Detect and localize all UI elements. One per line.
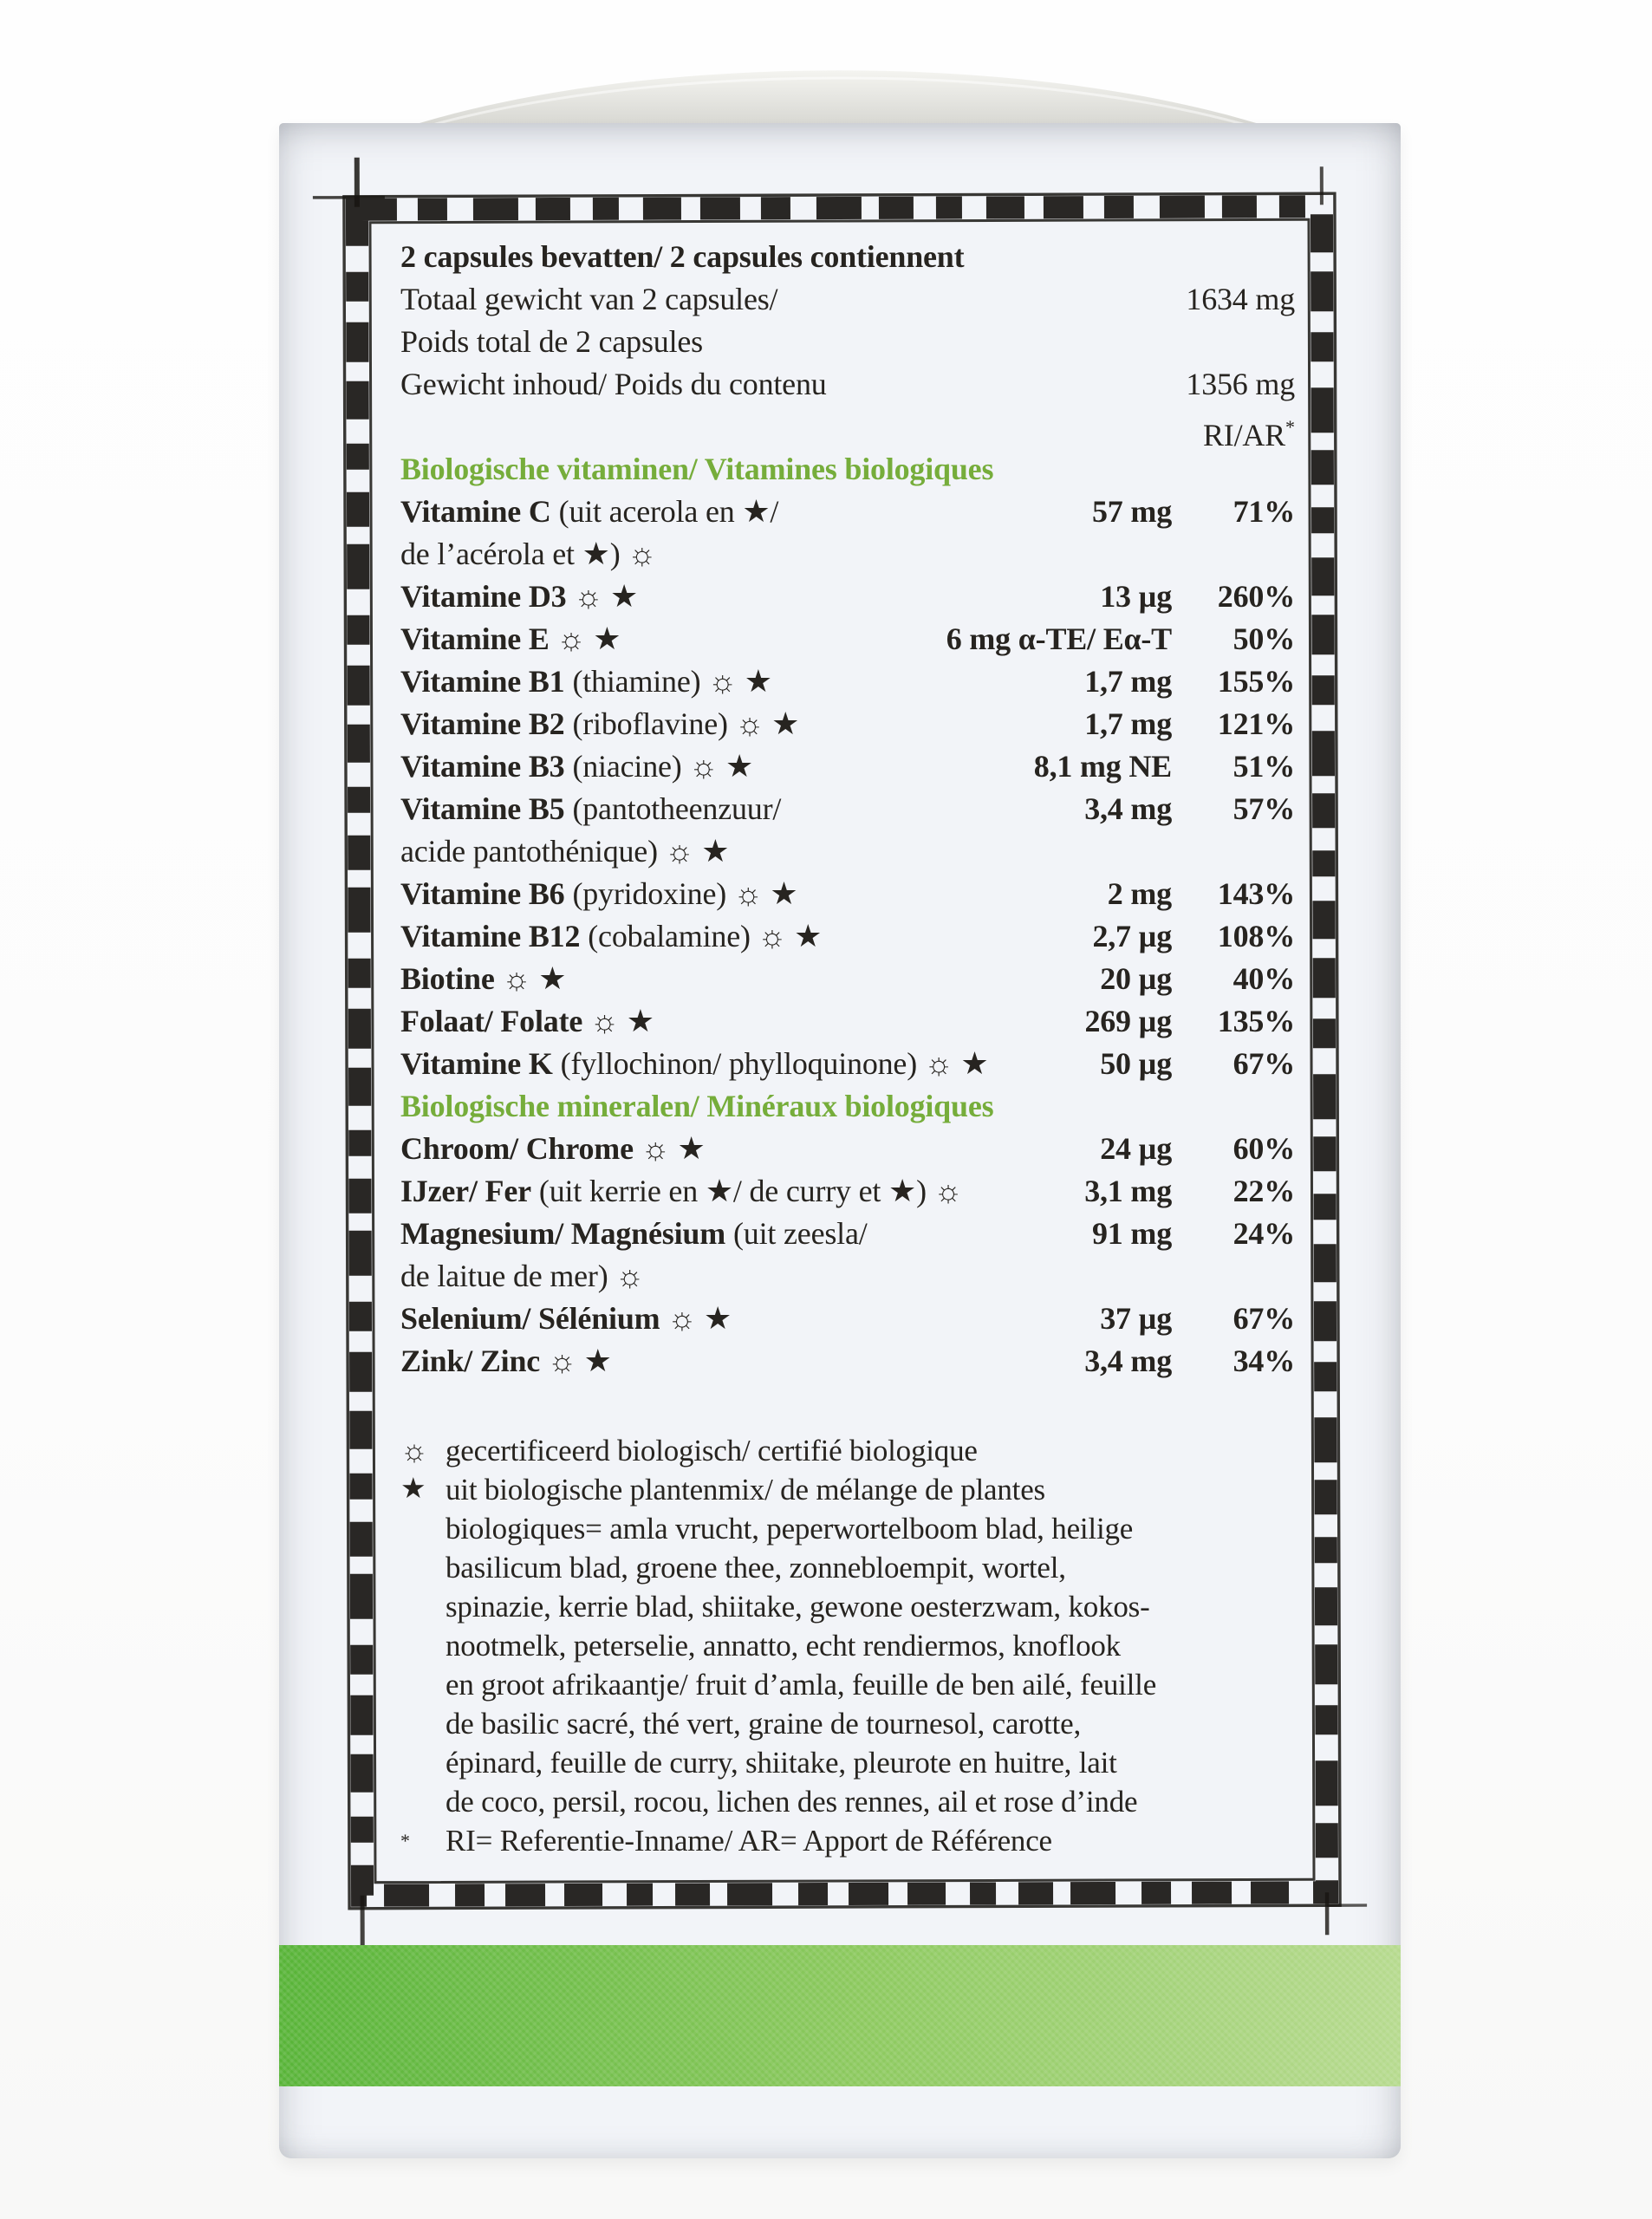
nutrient-row-vitamine-b2 (400, 703, 1295, 745)
nutrient-name: Selenium/ Sélénium (400, 1301, 660, 1336)
ri-value: 260% (1217, 579, 1295, 614)
amount-value: 50 µg (1100, 1046, 1172, 1081)
green-band (279, 1945, 1401, 2086)
total-weight-label: Totaal gewicht van 2 capsules/ (400, 282, 778, 316)
ri-value: 155% (1217, 664, 1295, 699)
ri-value: 71% (1232, 494, 1295, 529)
nutrient-name: Vitamine B6 (400, 876, 565, 911)
nutrient-row-vitamine-b1 (400, 660, 1295, 703)
asterisk-glyph: * (400, 1830, 410, 1851)
ri-value: 51% (1232, 749, 1295, 784)
amount-value: 91 mg (1092, 1216, 1172, 1251)
nutrient-name: Zink/ Zinc (400, 1344, 541, 1378)
nutrient-desc: (niacine) ☼ ★ (572, 749, 754, 784)
nutrient-desc: (pyridoxine) ☼ ★ (572, 876, 798, 911)
footnote-text: spinazie, kerrie blad, shiitake, gewone oesterzwam, kokos- (446, 1590, 1150, 1624)
nutrient-desc-continuation: de l’acérola et ★) ☼ (400, 537, 657, 571)
nutrient-symbols: ☼ ★ (667, 1301, 732, 1336)
nutrient-row-vitamine-e (400, 618, 1295, 660)
nutrient-row-continuation (400, 1255, 1295, 1298)
ri-value: 22% (1232, 1174, 1295, 1208)
footnote-plantmix-line (400, 1665, 1295, 1704)
nutrient-symbols: ☼ ★ (502, 961, 567, 996)
footnote-plantmix-line (400, 1782, 1295, 1821)
nutrient-row-zink (400, 1340, 1295, 1383)
nutrient-desc: (uit zeesla/ (733, 1216, 868, 1251)
ri-value: 60% (1232, 1131, 1295, 1166)
nutrient-row-continuation (400, 830, 1295, 873)
total-weight-value: 1634 mg (1186, 282, 1295, 316)
product-box-panel (279, 123, 1401, 2158)
nutrient-desc-continuation: acide pantothénique) ☼ ★ (400, 834, 730, 869)
amount-value: 2,7 µg (1092, 919, 1172, 953)
nutrient-desc: (uit acerola en ★/ (558, 494, 779, 529)
total-weight-row (400, 278, 1295, 321)
nutrient-desc: (fyllochinon/ phylloquinone) ☼ ★ (560, 1046, 989, 1081)
nutrient-desc-continuation: de laitue de mer) ☼ (400, 1259, 645, 1293)
amount-value: 37 µg (1100, 1301, 1172, 1336)
nutrient-name: Vitamine C (400, 494, 551, 529)
footnote-plantmix-line (400, 1548, 1295, 1587)
nutrient-row-vitamine-b12 (400, 915, 1295, 958)
nutrient-name: Vitamine B3 (400, 749, 565, 784)
total-weight-label-fr: Poids total de 2 capsules (400, 324, 703, 359)
minerals-heading-text: Biologische mineralen/ Minéraux biologiques (400, 1089, 994, 1123)
amount-value: 13 µg (1100, 579, 1172, 614)
nutrient-row-ijzer (400, 1170, 1295, 1213)
panel-title-row (400, 236, 1295, 278)
organic-sun-symbol: ☼ (400, 1434, 428, 1467)
ri-value: 40% (1232, 961, 1295, 996)
nutrient-name: Vitamine B12 (400, 919, 581, 953)
nutrition-facts-panel (400, 236, 1295, 1860)
section-heading-minerals (400, 1085, 1295, 1128)
nutrient-name: Vitamine E (400, 621, 550, 656)
amount-value: 3,4 mg (1084, 791, 1172, 826)
ri-value: 34% (1232, 1344, 1295, 1378)
footnote-ri-text: RI= Referentie-Inname/ AR= Apport de Référence (446, 1824, 1052, 1858)
nutrient-name: Vitamine B5 (400, 791, 565, 826)
amount-value: 6 mg α-TE/ Eα-T (946, 621, 1172, 656)
footnote-text: de coco, persil, rocou, lichen des rennes, ail et rose d’inde (446, 1785, 1138, 1819)
nutrient-desc: (riboflavine) ☼ ★ (572, 706, 800, 741)
footnote-text: épinard, feuille de curry, shiitake, pleurote en huitre, lait (446, 1746, 1117, 1780)
nutrient-row-chroom (400, 1128, 1295, 1170)
nutrient-name: Vitamine K (400, 1046, 553, 1081)
footnote-text: nootmelk, peterselie, annatto, echt rendiermos, knoflook (446, 1629, 1121, 1663)
nutrient-symbols: ☼ ★ (574, 579, 639, 614)
amount-value: 1,7 mg (1084, 706, 1172, 741)
footnote-text: biologiques= amla vrucht, peperwortelboom blad, heilige (446, 1512, 1134, 1545)
section-heading-vitamins (400, 448, 1295, 491)
nutrient-name: Biotine (400, 961, 495, 996)
amount-value: 2 mg (1107, 876, 1172, 911)
ri-value: 67% (1232, 1046, 1295, 1081)
footnote-organic-text: gecertificeerd biologisch/ certifié biologique (446, 1434, 978, 1467)
footnote-text: en groot afrikaantje/ fruit d’amla, feuille de ben ailé, feuille (446, 1668, 1157, 1702)
ri-value: 67% (1232, 1301, 1295, 1336)
ri-ar-asterisk: * (1285, 416, 1295, 438)
nutrient-name: Vitamine B2 (400, 706, 565, 741)
footnote-plantmix-text: uit biologische plantenmix/ de mélange de plantes (446, 1473, 1045, 1506)
nutrient-desc: (cobalamine) ☼ ★ (588, 919, 823, 953)
content-weight-label: Gewicht inhoud/ Poids du contenu (400, 367, 827, 401)
ri-value: 50% (1232, 621, 1295, 656)
nutrient-desc: (thiamine) ☼ ★ (572, 664, 772, 699)
ri-ar-label: RI/AR (1202, 418, 1285, 452)
nutrient-row-vitamine-b6 (400, 873, 1295, 915)
nutrient-symbols: ☼ ★ (556, 621, 621, 656)
ri-value: 121% (1217, 706, 1295, 741)
vitamins-heading-text: Biologische vitaminen/ Vitamines biologiques (400, 452, 994, 486)
nutrient-name: Folaat/ Folate (400, 1004, 583, 1038)
nutrient-name: Vitamine B1 (400, 664, 565, 699)
footnote-plantmix-line (400, 1509, 1295, 1548)
footnote-ri-ar (400, 1821, 1295, 1860)
nutrient-name: IJzer/ Fer (400, 1174, 531, 1208)
nutrient-row-folaat (400, 1000, 1295, 1043)
ri-value: 24% (1232, 1216, 1295, 1251)
nutrient-row-vitamine-b5 (400, 788, 1295, 830)
ri-ar-header-row (400, 406, 1295, 452)
nutrient-row-magnesium (400, 1213, 1295, 1255)
footnote-plantmix-line (400, 1587, 1295, 1626)
content-weight-row (400, 363, 1295, 406)
nutrient-symbols: ☼ ★ (641, 1131, 706, 1166)
amount-value: 269 µg (1084, 1004, 1172, 1038)
amount-value: 8,1 mg NE (1033, 749, 1172, 784)
nutrient-row-biotine (400, 958, 1295, 1000)
footnotes-block (400, 1431, 1295, 1860)
nutrient-desc: (uit kerrie en ★/ de curry et ★) ☼ (538, 1174, 963, 1208)
nutrient-name: Magnesium/ Magnésium (400, 1216, 726, 1251)
amount-value: 20 µg (1100, 961, 1172, 996)
footnote-plantmix-line (400, 1704, 1295, 1743)
nutrient-row-vitamine-d3 (400, 576, 1295, 618)
amount-value: 24 µg (1100, 1131, 1172, 1166)
ri-value: 108% (1217, 919, 1295, 953)
nutrient-row-continuation (400, 533, 1295, 576)
nutrient-row-vitamine-k (400, 1043, 1295, 1085)
amount-value: 1,7 mg (1084, 664, 1172, 699)
nutrient-symbols: ☼ ★ (590, 1004, 654, 1038)
amount-value: 3,4 mg (1084, 1344, 1172, 1378)
plantmix-star-symbol: ★ (400, 1474, 426, 1505)
panel-title: 2 capsules bevatten/ 2 capsules contiennent (400, 239, 965, 274)
ri-value: 135% (1217, 1004, 1295, 1038)
nutrient-name: Chroom/ Chrome (400, 1131, 634, 1166)
footnote-plantmix-line (400, 1743, 1295, 1782)
footnote-text: basilicum blad, groene thee, zonnebloempit, wortel, (446, 1551, 1066, 1585)
nutrient-row-selenium (400, 1298, 1295, 1340)
footnote-plantmix-line (400, 1626, 1295, 1665)
nutrient-name: Vitamine D3 (400, 579, 567, 614)
nutrient-row-vitamine-c (400, 491, 1295, 533)
nutrient-desc: (pantotheenzuur/ (572, 791, 782, 826)
amount-value: 3,1 mg (1084, 1174, 1172, 1208)
footnote-organic (400, 1431, 1295, 1470)
ri-footnote-asterisk (400, 1821, 440, 1869)
nutrient-row-vitamine-b3 (400, 745, 1295, 788)
total-weight-row-fr (400, 321, 1295, 363)
nutrient-symbols: ☼ ★ (548, 1344, 612, 1378)
ri-value: 143% (1217, 876, 1295, 911)
amount-value: 57 mg (1092, 494, 1172, 529)
content-weight-value: 1356 mg (1186, 367, 1295, 401)
ri-value: 57% (1232, 791, 1295, 826)
footnote-text: de basilic sacré, thé vert, graine de tournesol, carotte, (446, 1707, 1081, 1741)
footnote-plantmix (400, 1470, 1295, 1509)
